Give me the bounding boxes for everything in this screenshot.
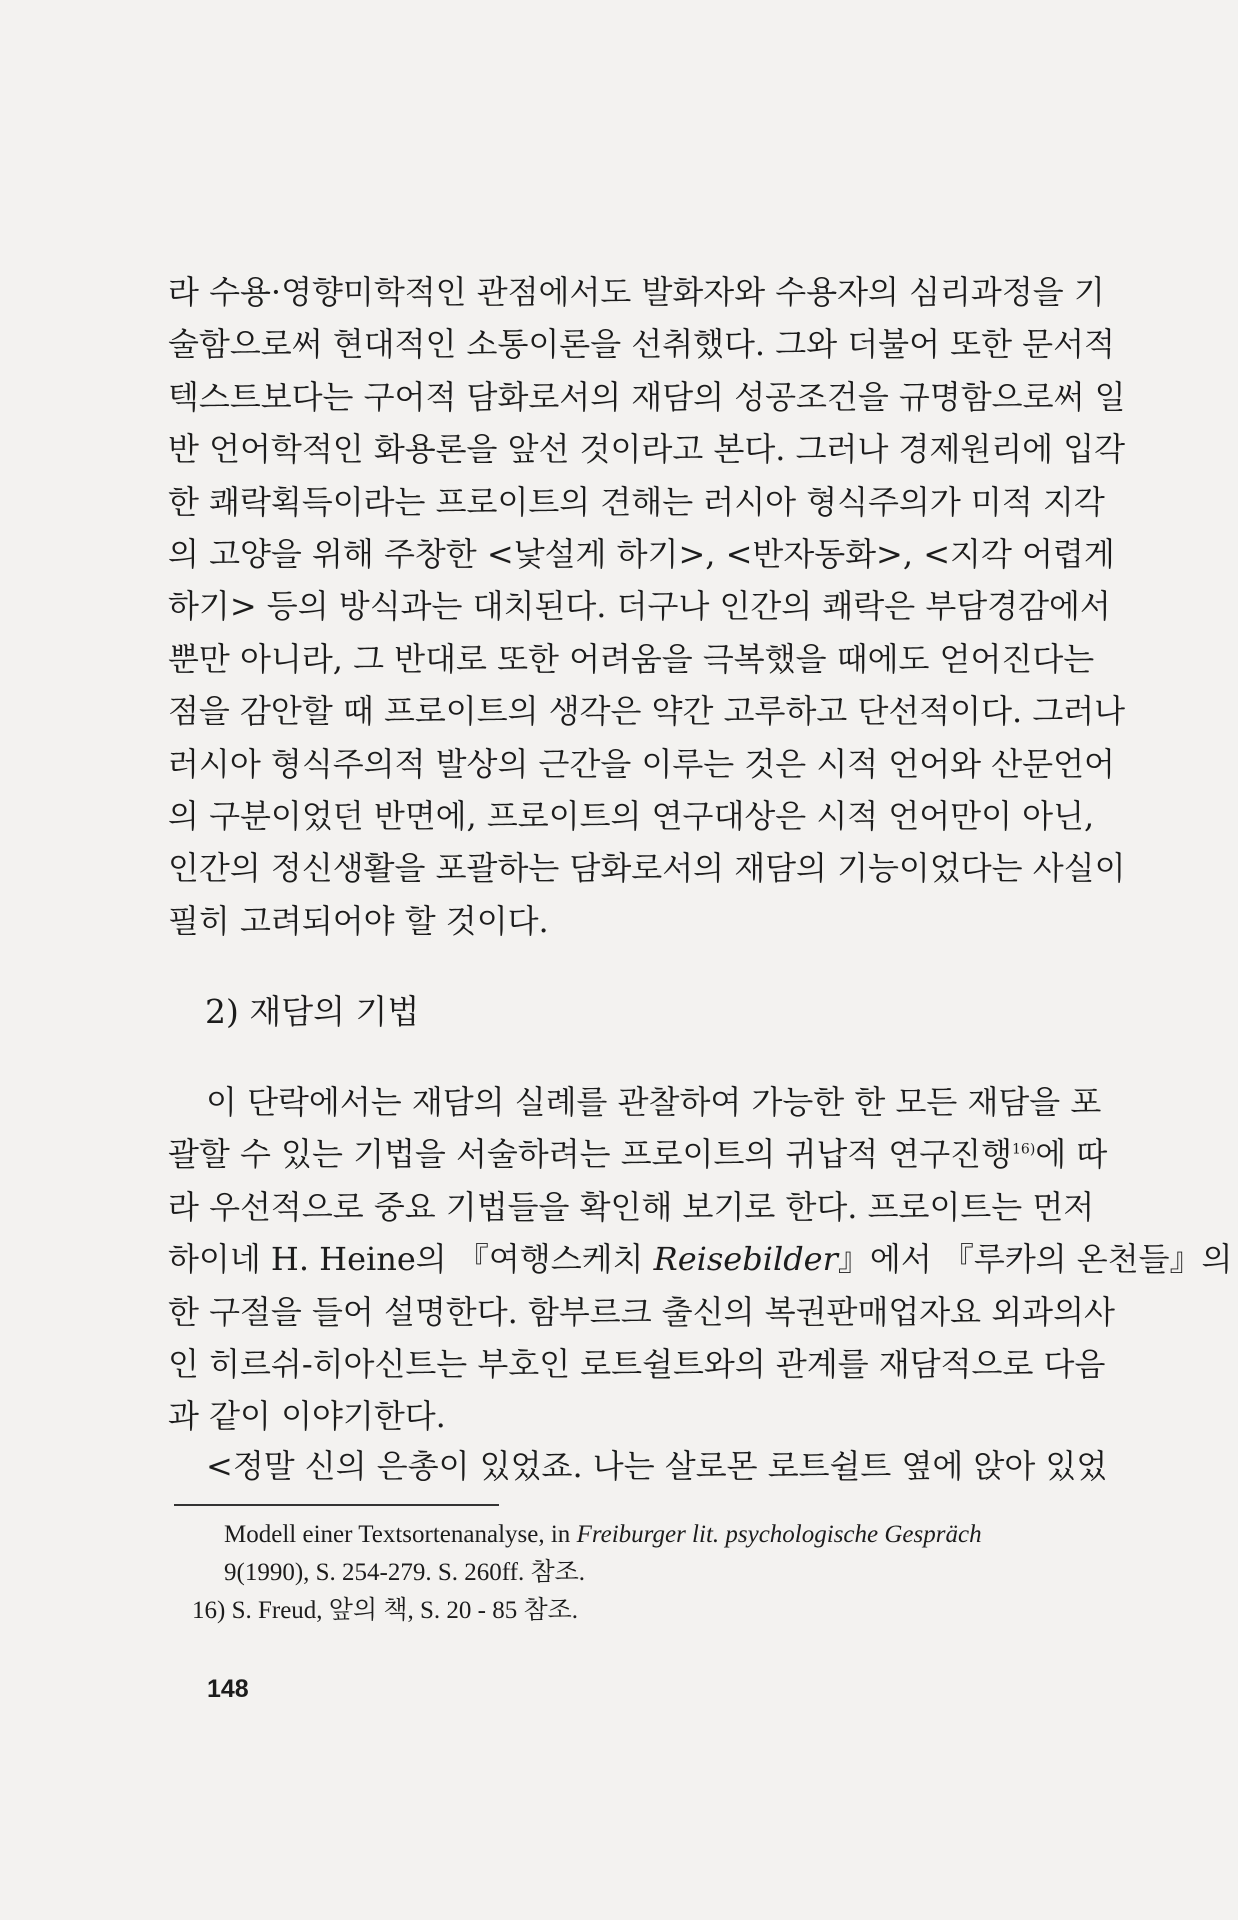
- text-line: [168, 1233, 1233, 1285]
- text-line: 술함으로써 현대적인 소통이론을 선취했다. 그와 더불어 또한 문서적: [168, 325, 1115, 364]
- text-line: 과 같이 이야기한다.: [168, 1397, 446, 1436]
- footnotes: [168, 1516, 1068, 1630]
- text-line: 한 쾌락획득이라는 프로이트의 견해는 러시아 형식주의가 미적 지각: [168, 482, 1105, 521]
- footnote-15-line-1: [168, 1516, 1068, 1554]
- text-line: 의 구분이었던 반면에, 프로이트의 연구대상은 시적 언어만이 아닌,: [168, 797, 1095, 836]
- italic-title: Freiburger lit. psychologische Gespräch: [576, 1521, 982, 1548]
- text-line: 반 언어학적인 화용론을 앞선 것이라고 본다. 그러나 경제원리에 입각: [168, 430, 1126, 469]
- section-heading: 2) 재담의 기법: [205, 992, 420, 1031]
- text-line: 러시아 형식주의적 발상의 근간을 이루는 것은 시적 언어와 산문언어: [168, 744, 1115, 783]
- text-line: 인 히르쉬-히아신트는 부호인 로트쉴트와의 관계를 재담적으로 다음: [168, 1345, 1106, 1384]
- text-segment: 괄할 수 있는 기법을 서술하려는 프로이트의 귀납적 연구진행: [168, 1135, 1013, 1174]
- text-line: 라 수용·영향미학적인 관점에서도 발화자와 수용자의 심리과정을 기: [168, 273, 1105, 311]
- footnote-reference: 16): [1012, 1141, 1036, 1158]
- text-line: 필히 고려되어야 할 것이다.: [168, 901, 549, 940]
- text-line: 텍스트보다는 구어적 담화로서의 재담의 성공조건을 규명함으로써 일: [168, 377, 1126, 416]
- text-line: 이 단락에서는 재담의 실례를 관찰하여 가능한 한 모든 재담을 포: [206, 1083, 1102, 1121]
- text-line: 라 우선적으로 중요 기법들을 확인해 보기로 한다. 프로이트는 먼저: [168, 1187, 1095, 1226]
- text-segment: 하이네 H. Heine의 『여행스케치: [168, 1240, 654, 1279]
- footnote-16: 16) S. Freud, 앞의 책, S. 20 - 85 참조.: [192, 1597, 579, 1624]
- text-line: <정말 신의 은총이 있었죠. 나는 살로몬 로트쉴트 옆에 앉아 있었: [206, 1447, 1108, 1485]
- text-segment: 』에서 『루카의 온천들』의: [837, 1240, 1233, 1279]
- text-line: [168, 1128, 1108, 1180]
- paragraph-1: [168, 266, 1126, 947]
- text-line: 뿐만 아니라, 그 반대로 또한 어려움을 극복했을 때에도 얻어진다는: [168, 639, 1095, 678]
- text-line: 인간의 정신생활을 포괄하는 담화로서의 재담의 기능이었다는 사실이: [168, 849, 1126, 888]
- text-line: 한 구절을 들어 설명한다. 함부르크 출신의 복권판매업자요 외과의사: [168, 1292, 1115, 1331]
- text-line: 하기> 등의 방식과는 대치된다. 더구나 인간의 쾌락은 부담경감에서: [168, 587, 1111, 626]
- page-number: 148: [207, 1675, 249, 1703]
- italic-title: Reisebilder: [653, 1240, 838, 1279]
- text-line: 점을 감안할 때 프로이트의 생각은 약간 고루하고 단선적이다. 그러나: [168, 692, 1126, 731]
- text-segment: 에 따: [1035, 1135, 1108, 1174]
- paragraph-3: [168, 1440, 1108, 1492]
- paragraph-2: [168, 1076, 1233, 1443]
- footnote-15-line-2: 9(1990), S. 254-279. S. 260ff. 참조.: [224, 1559, 586, 1586]
- text-line: 의 고양을 위해 주창한 <낯설게 하기>, <반자동화>, <지각 어렵게: [168, 535, 1115, 574]
- text-segment: Modell einer Textsortenanalyse, in: [224, 1521, 577, 1548]
- footnote-divider: [174, 1504, 499, 1506]
